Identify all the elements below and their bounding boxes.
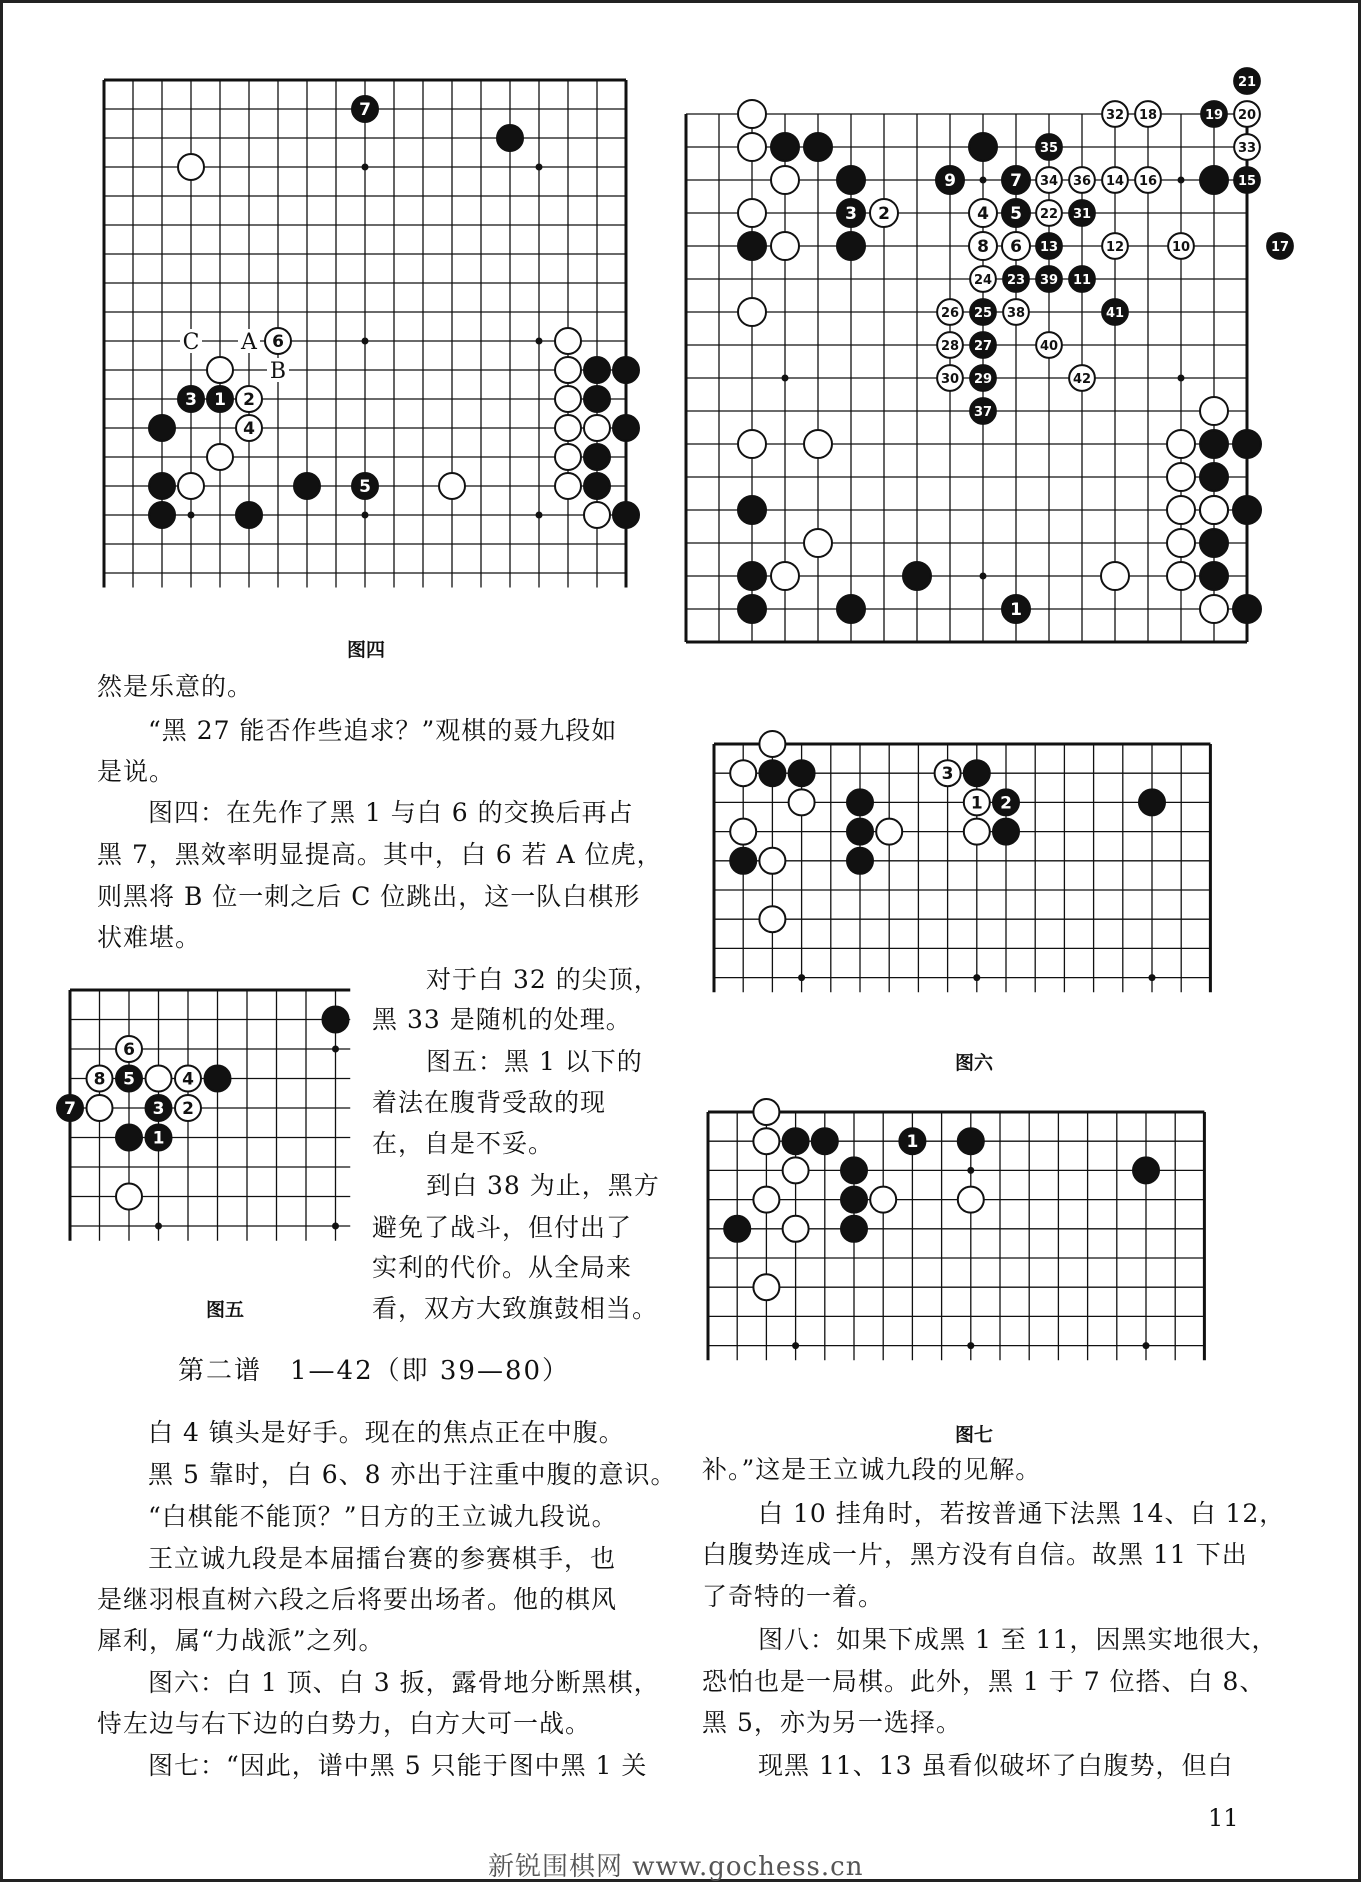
black-stone <box>738 595 766 623</box>
black-stone <box>613 357 639 383</box>
black-stone <box>1233 496 1261 524</box>
white-stone <box>207 444 233 470</box>
right-paragraph: 图八：如果下成黑 1 至 11，因黑实地很大， <box>758 1625 1278 1654</box>
white-stone <box>937 299 963 325</box>
white-stone <box>759 731 785 757</box>
svg-text:6: 6 <box>123 1040 135 1060</box>
white-stone <box>555 444 581 470</box>
white-stone <box>753 1274 779 1300</box>
black-stone <box>584 444 610 470</box>
left-paragraph: 图七：“因此，谱中黑 5 只能于图中黑 1 关 <box>148 1751 648 1780</box>
left-paragraph: 白 4 镇头是好手。现在的焦点正在中腹。 <box>148 1418 625 1447</box>
svg-text:7: 7 <box>64 1099 76 1119</box>
black-stone <box>993 789 1019 815</box>
black-stone <box>116 1125 142 1151</box>
go-diagram-main-record <box>684 68 1290 672</box>
svg-text:37: 37 <box>973 405 993 420</box>
white-stone <box>970 266 996 292</box>
white-stone <box>87 1095 113 1121</box>
svg-text:6: 6 <box>1010 237 1022 257</box>
black-stone <box>837 199 865 227</box>
black-stone <box>1234 68 1260 94</box>
black-stone <box>323 1007 349 1033</box>
white-stone <box>738 133 766 161</box>
left-paragraph: “黑 27 能否作些追求？”观棋的聂九段如 <box>148 716 618 745</box>
svg-text:23: 23 <box>1006 273 1026 288</box>
right-paragraph: 黑 5，亦为另一选择。 <box>702 1708 962 1737</box>
point-label: B <box>269 359 287 384</box>
svg-text:10: 10 <box>1171 240 1191 255</box>
right-paragraph: 恐怕也是一局棋。此外，黑 1 于 7 位搭、白 8、 <box>702 1667 1266 1696</box>
star-point <box>1143 1342 1150 1349</box>
svg-text:33: 33 <box>1237 141 1257 156</box>
svg-text:7: 7 <box>359 100 371 120</box>
caption-fig6: 图六 <box>955 1052 994 1074</box>
svg-text:12: 12 <box>1105 240 1125 255</box>
left-paragraph: 犀利，属“力战派”之列。 <box>97 1626 385 1655</box>
svg-text:3: 3 <box>152 1099 165 1119</box>
white-stone <box>555 328 581 354</box>
black-stone <box>497 125 523 151</box>
white-stone <box>759 906 785 932</box>
white-stone <box>789 789 815 815</box>
white-stone <box>937 365 963 391</box>
black-stone <box>837 232 865 260</box>
left-paragraph: 恃左边与右下边的白势力，白方大可一战。 <box>97 1709 592 1738</box>
star-point <box>362 338 369 345</box>
black-stone <box>1003 266 1029 292</box>
star-point <box>980 177 987 184</box>
black-stone <box>1069 266 1095 292</box>
caption-fig4: 图四 <box>347 639 386 661</box>
white-stone <box>178 154 204 180</box>
white-stone <box>771 166 799 194</box>
white-stone <box>1002 232 1030 260</box>
black-stone <box>970 398 996 424</box>
left-paragraph: 图四：在先作了黑 1 与白 6 的交换后再占 <box>148 798 634 827</box>
star-point <box>782 375 789 382</box>
svg-text:8: 8 <box>977 237 989 257</box>
white-stone <box>555 357 581 383</box>
white-stone <box>783 1157 809 1183</box>
black-stone <box>841 1216 867 1242</box>
svg-text:34: 34 <box>1039 174 1059 189</box>
svg-text:4: 4 <box>977 204 989 224</box>
black-stone <box>847 819 873 845</box>
white-stone <box>969 232 997 260</box>
svg-text:7: 7 <box>1010 171 1022 191</box>
white-stone <box>1101 562 1129 590</box>
white-stone <box>1036 167 1062 193</box>
right-paragraph: 白 10 挂角时，若按普通下法黑 14、白 12， <box>758 1499 1286 1528</box>
white-stone <box>584 502 610 528</box>
go-diagram-fig4 <box>100 78 630 608</box>
star-point <box>188 512 195 519</box>
black-stone <box>738 232 766 260</box>
side-paragraph: 实利的代价。从全局来 <box>372 1253 633 1282</box>
white-stone <box>935 760 961 786</box>
go-diagram-fig6 <box>710 742 1250 1024</box>
black-stone <box>970 332 996 358</box>
white-stone <box>759 848 785 874</box>
black-stone <box>1200 529 1228 557</box>
black-stone <box>149 502 175 528</box>
white-stone <box>738 100 766 128</box>
black-stone <box>57 1095 83 1121</box>
black-stone <box>1233 595 1261 623</box>
point-label: C <box>182 330 200 355</box>
black-stone <box>969 133 997 161</box>
black-stone <box>1133 1157 1159 1183</box>
white-stone <box>1135 167 1161 193</box>
star-point <box>362 512 369 519</box>
side-paragraph: 看，双方大致旗鼓相当。 <box>372 1294 659 1323</box>
white-stone <box>207 357 233 383</box>
white-stone <box>1102 101 1128 127</box>
svg-text:35: 35 <box>1039 141 1059 156</box>
black-stone <box>804 133 832 161</box>
white-stone <box>175 1066 201 1092</box>
black-stone <box>1139 789 1165 815</box>
svg-text:1: 1 <box>152 1128 165 1149</box>
svg-text:8: 8 <box>93 1069 106 1090</box>
svg-text:15: 15 <box>1237 174 1257 189</box>
black-stone <box>847 848 873 874</box>
black-stone <box>738 496 766 524</box>
svg-text:6: 6 <box>272 332 284 352</box>
black-stone <box>841 1187 867 1213</box>
white-stone <box>1036 332 1062 358</box>
white-stone <box>1167 430 1195 458</box>
white-stone <box>876 819 902 845</box>
black-stone <box>812 1128 838 1154</box>
right-paragraph: 现黑 11、13 虽看似破坏了白腹势，但白 <box>758 1751 1234 1780</box>
left-paragraph: 则黑将 B 位一刺之后 C 位跳出，这一队白棋形 <box>97 882 641 911</box>
white-stone <box>753 1128 779 1154</box>
white-stone <box>783 1216 809 1242</box>
svg-text:17: 17 <box>1270 240 1290 255</box>
black-stone <box>1002 166 1030 194</box>
star-point <box>973 974 980 981</box>
white-stone <box>1102 233 1128 259</box>
white-stone <box>804 529 832 557</box>
side-paragraph: 着法在腹背受敌的现 <box>372 1088 607 1117</box>
black-stone <box>1036 134 1062 160</box>
svg-text:29: 29 <box>973 372 993 387</box>
white-stone <box>1069 365 1095 391</box>
white-stone <box>1036 200 1062 226</box>
left-paragraph: 然是乐意的。 <box>97 672 254 701</box>
svg-text:1: 1 <box>970 793 983 814</box>
black-stone <box>1102 299 1128 325</box>
svg-text:2: 2 <box>1000 793 1012 814</box>
white-stone <box>958 1187 984 1213</box>
svg-text:28: 28 <box>940 339 960 354</box>
white-stone <box>1167 496 1195 524</box>
black-stone <box>584 386 610 412</box>
svg-text:39: 39 <box>1039 273 1059 288</box>
left-paragraph: 王立诚九段是本届擂台赛的参赛棋手，也 <box>148 1544 617 1573</box>
black-stone <box>958 1128 984 1154</box>
black-stone <box>1200 166 1228 194</box>
black-stone <box>1002 199 1030 227</box>
caption-fig5: 图五 <box>206 1299 245 1321</box>
white-stone <box>584 415 610 441</box>
white-stone <box>738 298 766 326</box>
black-stone <box>584 357 610 383</box>
svg-text:24: 24 <box>973 273 993 288</box>
white-stone <box>738 199 766 227</box>
black-stone <box>936 166 964 194</box>
white-stone <box>1167 529 1195 557</box>
black-stone <box>1233 430 1261 458</box>
svg-text:26: 26 <box>940 306 960 321</box>
side-paragraph: 避免了战斗，但付出了 <box>372 1213 633 1242</box>
right-paragraph: 白腹势连成一片，黑方没有自信。故黑 11 下出 <box>702 1540 1248 1569</box>
svg-text:2: 2 <box>243 390 255 410</box>
svg-text:20: 20 <box>1237 108 1257 123</box>
star-point <box>967 1167 974 1174</box>
black-stone <box>149 415 175 441</box>
star-point <box>1178 375 1185 382</box>
watermark-footer: 新锐围棋网 www.gochess.cn <box>488 1852 864 1882</box>
side-paragraph: 对于白 32 的尖顶， <box>426 965 660 994</box>
white-stone <box>753 1187 779 1213</box>
svg-text:1: 1 <box>214 390 226 410</box>
black-stone <box>970 299 996 325</box>
svg-text:11: 11 <box>1072 273 1092 288</box>
black-stone <box>352 473 378 499</box>
svg-text:1: 1 <box>906 1132 919 1153</box>
white-stone <box>1200 595 1228 623</box>
svg-text:5: 5 <box>123 1069 135 1090</box>
star-point <box>536 338 543 345</box>
white-stone <box>964 819 990 845</box>
star-point <box>980 573 987 580</box>
svg-text:31: 31 <box>1072 207 1092 222</box>
svg-text:3: 3 <box>845 204 857 224</box>
white-stone <box>870 1187 896 1213</box>
white-stone <box>178 473 204 499</box>
black-stone <box>1234 167 1260 193</box>
black-stone <box>178 386 204 412</box>
star-point <box>1178 177 1185 184</box>
star-point <box>155 1223 162 1230</box>
black-stone <box>738 562 766 590</box>
side-paragraph: 图五：黑 1 以下的 <box>426 1047 643 1076</box>
white-stone <box>969 199 997 227</box>
right-paragraph: 补。”这是王立诚九段的见解。 <box>702 1455 1042 1484</box>
white-stone <box>1069 167 1095 193</box>
svg-text:4: 4 <box>243 419 255 439</box>
star-point <box>1149 974 1156 981</box>
black-stone <box>146 1095 172 1121</box>
black-stone <box>771 133 799 161</box>
black-stone <box>783 1128 809 1154</box>
svg-text:42: 42 <box>1072 372 1092 387</box>
black-stone <box>584 473 610 499</box>
white-stone <box>1234 101 1260 127</box>
black-stone <box>1200 430 1228 458</box>
black-stone <box>352 96 378 122</box>
svg-text:9: 9 <box>944 171 956 191</box>
side-paragraph: 在，自是不妥。 <box>372 1129 555 1158</box>
left-paragraph: “白棋能不能顶？”日方的王立诚九段说。 <box>148 1502 618 1531</box>
white-stone <box>1168 233 1194 259</box>
go-diagram-fig5 <box>64 988 368 1268</box>
white-stone <box>236 386 262 412</box>
svg-text:5: 5 <box>1010 204 1022 224</box>
point-label: A <box>241 330 257 355</box>
svg-text:27: 27 <box>973 339 993 354</box>
white-stone <box>1234 134 1260 160</box>
svg-text:41: 41 <box>1105 306 1125 321</box>
star-point <box>792 1342 799 1349</box>
left-paragraph: 图六：白 1 顶、白 3 扳，露骨地分断黑棋， <box>148 1668 660 1697</box>
black-stone <box>730 848 756 874</box>
black-stone <box>789 760 815 786</box>
black-stone <box>964 760 990 786</box>
svg-text:21: 21 <box>1237 75 1257 90</box>
svg-text:14: 14 <box>1105 174 1125 189</box>
white-stone <box>937 332 963 358</box>
black-stone <box>1036 233 1062 259</box>
star-point <box>967 1342 974 1349</box>
svg-text:5: 5 <box>359 477 371 497</box>
white-stone <box>1135 101 1161 127</box>
white-stone <box>87 1066 113 1092</box>
star-point <box>332 1223 339 1230</box>
black-stone <box>149 473 175 499</box>
left-paragraph: 状难堪。 <box>97 923 202 952</box>
side-paragraph: 黑 33 是随机的处理。 <box>372 1005 632 1034</box>
white-stone <box>738 430 766 458</box>
white-stone <box>964 789 990 815</box>
star-point <box>362 164 369 171</box>
star-point <box>798 974 805 981</box>
white-stone <box>1200 397 1228 425</box>
svg-text:4: 4 <box>182 1069 194 1090</box>
svg-text:2: 2 <box>878 204 890 224</box>
black-stone <box>759 760 785 786</box>
go-diagram-fig7 <box>704 1110 1244 1392</box>
svg-text:3: 3 <box>941 764 954 785</box>
svg-text:3: 3 <box>185 390 197 410</box>
white-stone <box>116 1036 142 1062</box>
black-stone <box>116 1066 142 1092</box>
black-stone <box>993 819 1019 845</box>
svg-text:18: 18 <box>1138 108 1158 123</box>
white-stone <box>265 328 291 354</box>
black-stone <box>837 595 865 623</box>
side-paragraph: 到白 38 为止，黑方 <box>426 1171 660 1200</box>
black-stone <box>294 473 320 499</box>
white-stone <box>804 430 832 458</box>
white-stone <box>1167 562 1195 590</box>
black-stone <box>207 386 233 412</box>
white-stone <box>1167 463 1195 491</box>
svg-text:2: 2 <box>182 1099 194 1119</box>
svg-text:13: 13 <box>1039 240 1059 255</box>
star-point <box>332 1046 339 1053</box>
black-stone <box>236 502 262 528</box>
white-stone <box>236 415 262 441</box>
black-stone <box>970 365 996 391</box>
black-stone <box>847 789 873 815</box>
black-stone <box>205 1066 231 1092</box>
white-stone <box>439 473 465 499</box>
white-stone <box>753 1099 779 1125</box>
left-paragraph: 黑 7，黑效率明显提高。其中，白 6 若 A 位虎， <box>97 840 663 869</box>
svg-text:1: 1 <box>1010 600 1022 620</box>
white-stone <box>1003 299 1029 325</box>
white-stone <box>771 562 799 590</box>
white-stone <box>175 1095 201 1121</box>
svg-text:25: 25 <box>973 306 993 321</box>
white-stone <box>730 760 756 786</box>
white-stone <box>146 1066 172 1092</box>
black-stone <box>903 562 931 590</box>
section-heading: 第二谱 1—42（即 39—80） <box>178 1356 571 1386</box>
white-stone <box>870 199 898 227</box>
svg-text:16: 16 <box>1138 174 1158 189</box>
black-stone <box>1200 562 1228 590</box>
white-stone <box>771 232 799 260</box>
star-point <box>536 512 543 519</box>
black-stone <box>841 1157 867 1183</box>
svg-text:19: 19 <box>1204 108 1224 123</box>
black-stone <box>837 166 865 194</box>
black-stone <box>1069 200 1095 226</box>
page-number: 11 <box>1208 1804 1239 1832</box>
white-stone <box>1200 496 1228 524</box>
white-stone <box>555 473 581 499</box>
svg-text:22: 22 <box>1039 207 1059 222</box>
black-stone <box>1036 266 1062 292</box>
svg-text:40: 40 <box>1039 339 1059 354</box>
black-stone <box>724 1216 750 1242</box>
white-stone <box>555 415 581 441</box>
black-stone <box>1200 463 1228 491</box>
caption-fig7: 图七 <box>955 1424 994 1446</box>
svg-text:38: 38 <box>1006 306 1026 321</box>
left-paragraph: 是继羽根直树六段之后将要出场者。他的棋风 <box>97 1585 618 1614</box>
left-paragraph: 黑 5 靠时，白 6、8 亦出于注重中腹的意识。 <box>148 1460 677 1489</box>
black-stone <box>613 415 639 441</box>
svg-text:36: 36 <box>1072 174 1092 189</box>
left-paragraph: 是说。 <box>97 757 176 786</box>
svg-text:32: 32 <box>1105 108 1125 123</box>
black-stone <box>899 1128 925 1154</box>
white-stone <box>730 819 756 845</box>
black-stone <box>1002 595 1030 623</box>
black-stone <box>613 502 639 528</box>
black-stone <box>1267 233 1293 259</box>
svg-text:30: 30 <box>940 372 960 387</box>
white-stone <box>555 386 581 412</box>
right-paragraph: 了奇特的一着。 <box>702 1582 885 1611</box>
black-stone <box>1201 101 1227 127</box>
white-stone <box>1102 167 1128 193</box>
star-point <box>536 164 543 171</box>
black-stone <box>146 1125 172 1151</box>
white-stone <box>116 1184 142 1210</box>
